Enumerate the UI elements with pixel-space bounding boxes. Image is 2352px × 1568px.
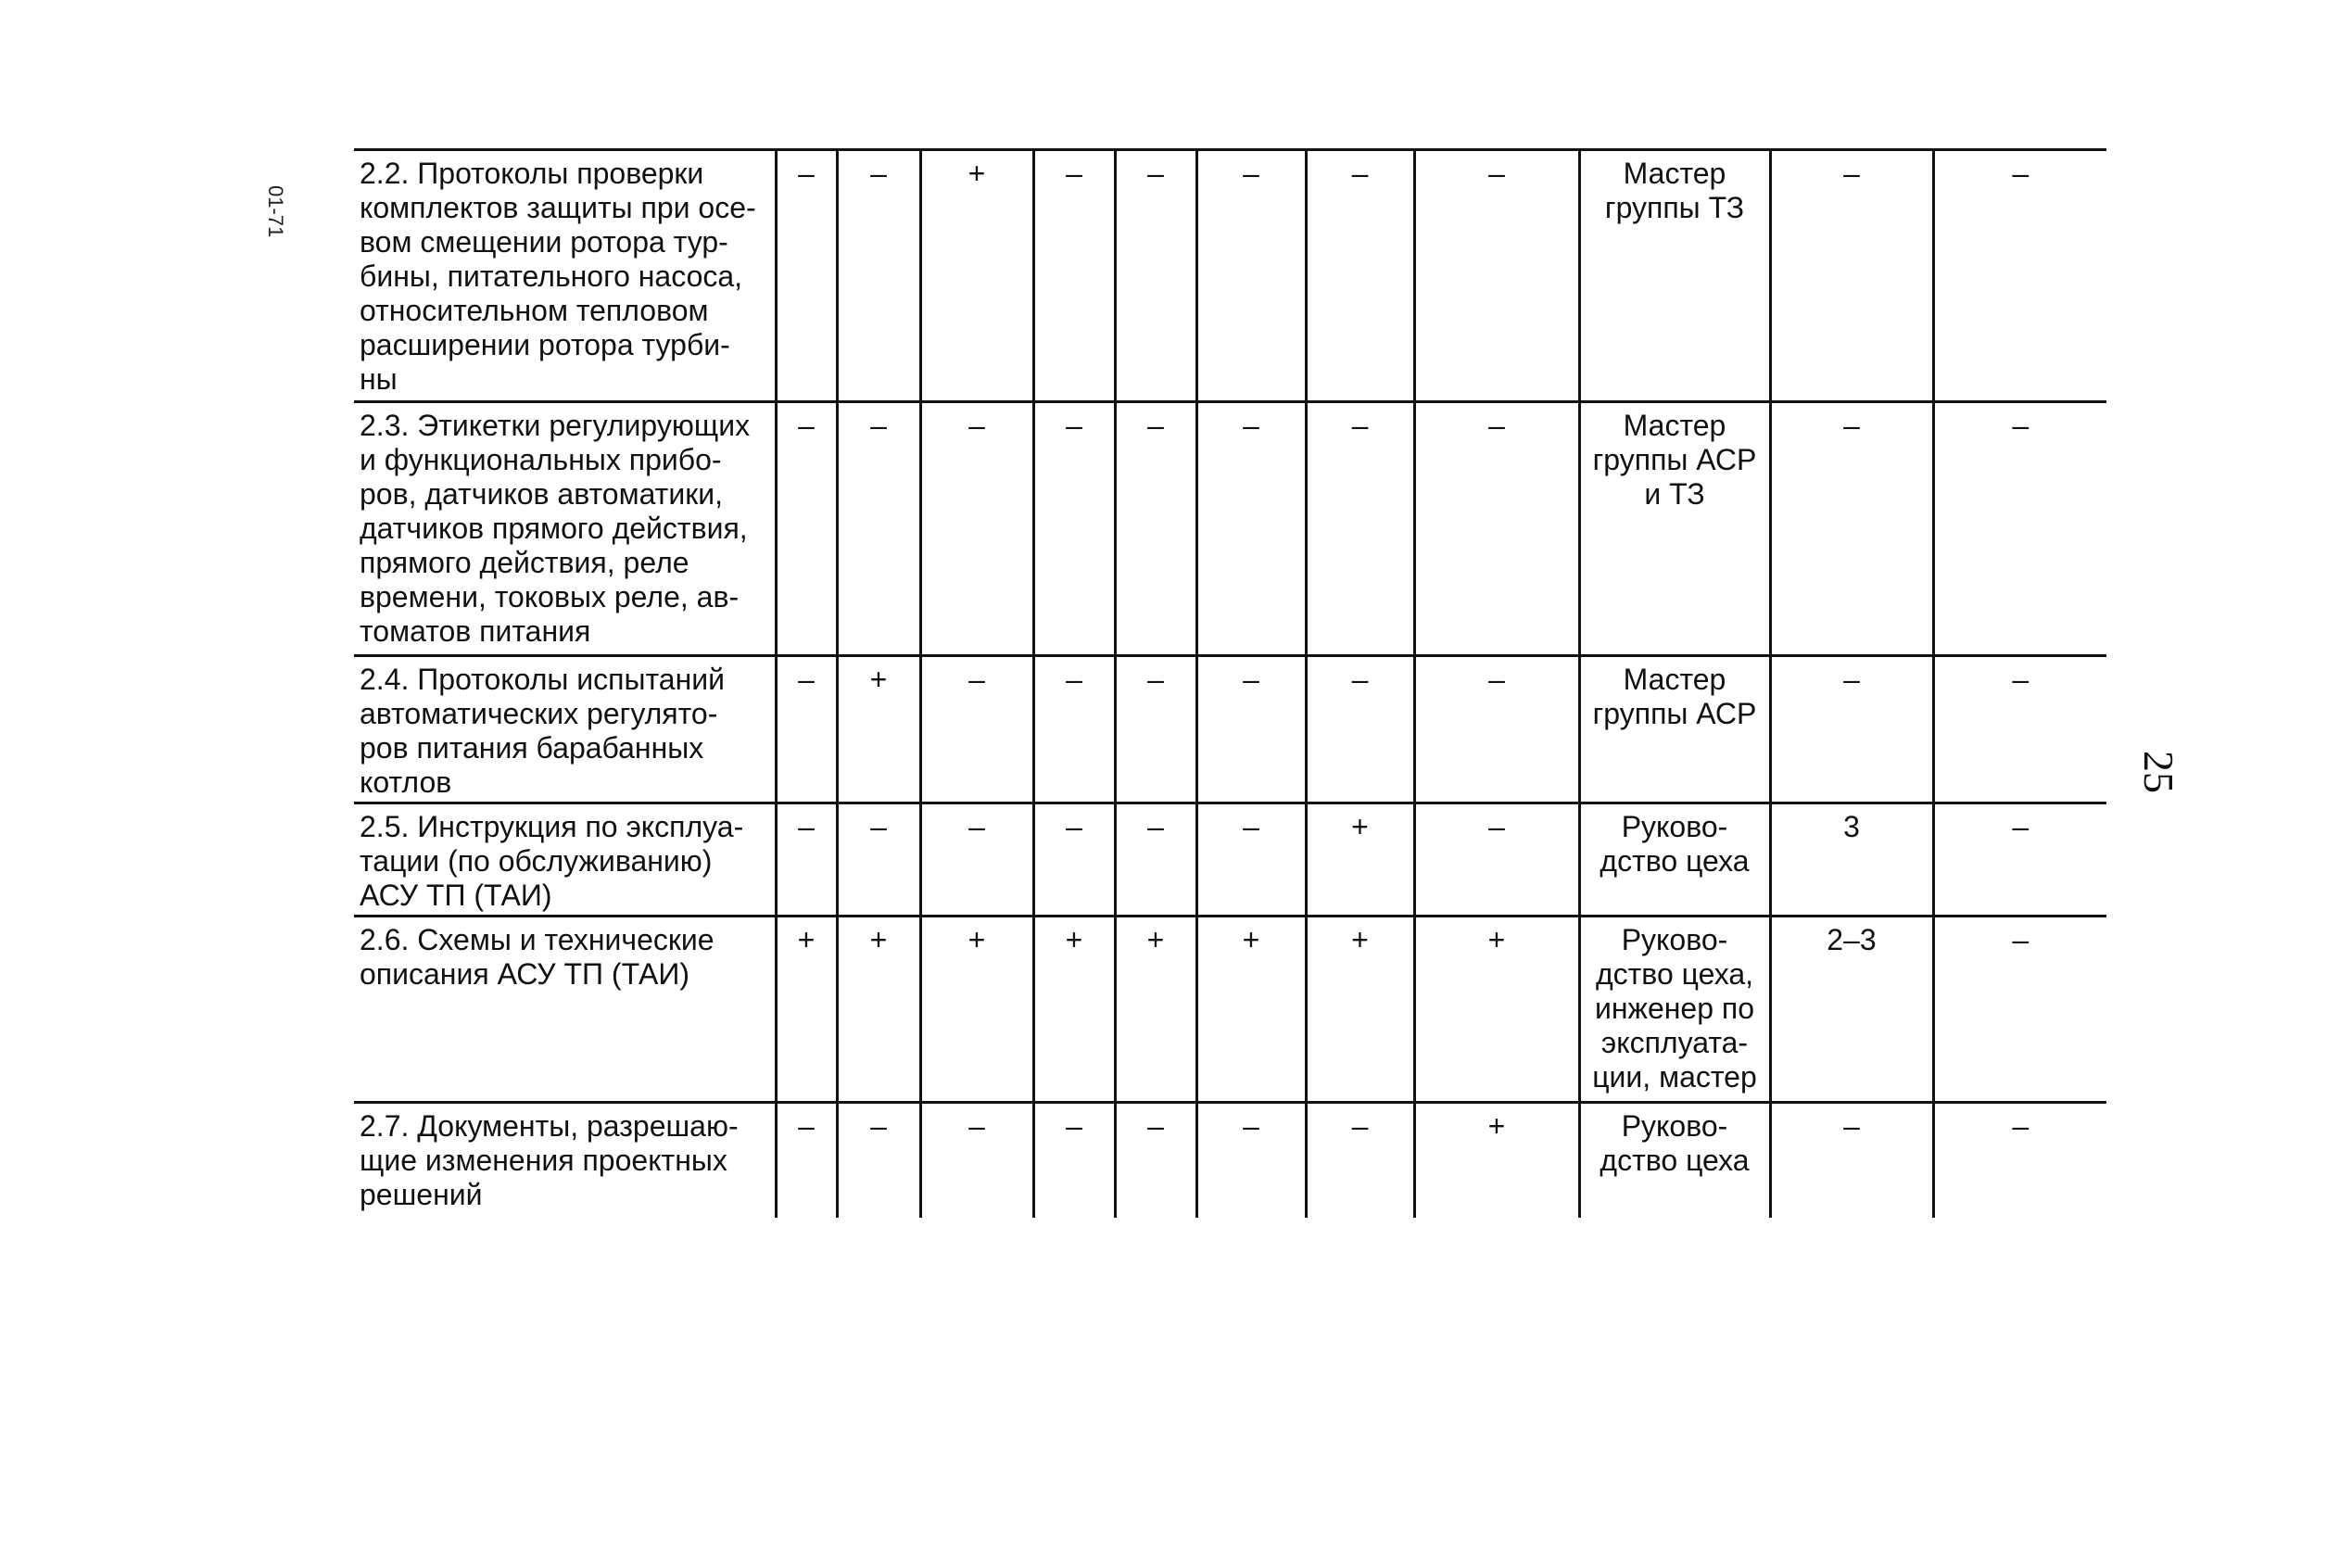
note-cell: –: [1933, 1103, 2106, 1218]
mark-cell: –: [776, 656, 837, 803]
mark-cell: –: [1196, 803, 1306, 917]
document-name-line: 2.4. Протоколы испытаний: [360, 663, 725, 696]
document-name-line: АСУ ТП (ТАИ): [360, 879, 552, 912]
document-name-line: комплектов защиты при осе-: [360, 191, 756, 224]
table-row: [354, 803, 2106, 917]
mark-cell: –: [1414, 402, 1579, 656]
responsible-line: Мастер: [1623, 663, 1726, 696]
responsible-line: ции, мастер: [1592, 1060, 1757, 1094]
mark-cell: –: [776, 402, 837, 656]
mark-cell: –: [1115, 150, 1196, 402]
document-name-line: 2.7. Документы, разрешаю-: [360, 1109, 739, 1143]
responsible-line: группы АСР: [1592, 443, 1757, 476]
term-cell: –: [1770, 150, 1933, 402]
term-cell: –: [1770, 656, 1933, 803]
responsible-line: и ТЗ: [1644, 477, 1705, 511]
term-cell: –: [1770, 402, 1933, 656]
table-row: [354, 1103, 2106, 1218]
responsible-line: дство цеха: [1600, 844, 1750, 878]
mark-cell: +: [1033, 917, 1115, 1103]
document-name-line: времени, токовых реле, ав-: [360, 580, 740, 613]
document-name-line: ров, датчиков автоматики,: [360, 477, 723, 511]
mark-cell: –: [920, 1103, 1033, 1218]
term-cell: –: [1770, 1103, 1933, 1218]
term-cell: 2–3: [1770, 917, 1933, 1103]
document-name-line: описания АСУ ТП (ТАИ): [360, 957, 690, 991]
mark-cell: –: [920, 803, 1033, 917]
responsible-cell: [1579, 1103, 1770, 1218]
responsible-cell: [1579, 803, 1770, 917]
document-name-line: 2.6. Схемы и технические: [360, 923, 714, 956]
mark-cell: +: [837, 917, 920, 1103]
responsible-line: Руково-: [1621, 810, 1728, 843]
mark-cell: –: [1033, 803, 1115, 917]
document-name-cell: [354, 803, 776, 917]
document-name-line: относительном тепловом: [360, 294, 709, 327]
mark-cell: +: [920, 150, 1033, 402]
responsible-cell: [1579, 150, 1770, 402]
responsible-line: Мастер: [1623, 157, 1726, 190]
document-name-line: прямого действия, реле: [360, 546, 689, 579]
document-name-line: 2.3. Этикетки регулирующих: [360, 409, 751, 442]
responsible-line: дство цеха: [1600, 1144, 1750, 1177]
mark-cell: –: [837, 402, 920, 656]
document-name-cell: [354, 656, 776, 803]
mark-cell: –: [1414, 656, 1579, 803]
note-cell: –: [1933, 402, 2106, 656]
document-name-line: 2.2. Протоколы проверки: [360, 157, 704, 190]
document-code: 01-71: [264, 185, 287, 238]
responsible-line: Руково-: [1621, 1109, 1728, 1143]
mark-cell: +: [1414, 1103, 1579, 1218]
mark-cell: –: [1196, 1103, 1306, 1218]
mark-cell: +: [1414, 917, 1579, 1103]
responsible-line: дство цеха,: [1595, 957, 1754, 991]
responsible-cell: [1579, 656, 1770, 803]
responsible-line: группы ТЗ: [1604, 191, 1745, 224]
table-row: [354, 402, 2106, 656]
mark-cell: –: [1306, 656, 1414, 803]
mark-cell: –: [1196, 402, 1306, 656]
mark-cell: –: [1306, 402, 1414, 656]
document-table: [354, 148, 2106, 1218]
document-name-line: томатов питания: [360, 614, 591, 648]
document-name-line: тации (по обслуживанию): [360, 844, 713, 878]
table-row: [354, 656, 2106, 803]
note-cell: –: [1933, 656, 2106, 803]
mark-cell: –: [1414, 150, 1579, 402]
term-cell: 3: [1770, 803, 1933, 917]
document-name-line: автоматических регулято-: [360, 697, 718, 730]
mark-cell: –: [1115, 1103, 1196, 1218]
mark-cell: +: [920, 917, 1033, 1103]
mark-cell: –: [776, 803, 837, 917]
mark-cell: –: [1196, 656, 1306, 803]
mark-cell: +: [837, 656, 920, 803]
mark-cell: –: [1306, 1103, 1414, 1218]
mark-cell: +: [1115, 917, 1196, 1103]
document-name-line: решений: [360, 1178, 483, 1211]
page-number: 25: [2135, 751, 2182, 793]
table-body: [354, 150, 2106, 1218]
document-name-cell: [354, 402, 776, 656]
mark-cell: –: [837, 1103, 920, 1218]
document-name-line: датчиков прямого действия,: [360, 512, 748, 545]
responsible-cell: [1579, 917, 1770, 1103]
document-name-line: щие изменения проектных: [360, 1144, 727, 1177]
mark-cell: –: [837, 150, 920, 402]
mark-cell: –: [1033, 402, 1115, 656]
mark-cell: –: [1033, 1103, 1115, 1218]
mark-cell: –: [1414, 803, 1579, 917]
mark-cell: –: [920, 402, 1033, 656]
responsible-line: эксплуата-: [1600, 1026, 1749, 1059]
table-row: [354, 150, 2106, 402]
document-name-line: бины, питательного насоса,: [360, 259, 743, 293]
mark-cell: –: [1196, 150, 1306, 402]
mark-cell: –: [1306, 150, 1414, 402]
responsible-line: Руково-: [1621, 923, 1728, 956]
document-name-cell: [354, 1103, 776, 1218]
document-name-cell: [354, 150, 776, 402]
mark-cell: –: [1115, 402, 1196, 656]
document-name-line: и функциональных прибо-: [360, 443, 722, 476]
note-cell: –: [1933, 803, 2106, 917]
mark-cell: –: [837, 803, 920, 917]
document-name-line: котлов: [360, 765, 452, 799]
document-name-line: расширении ротора турби-: [360, 328, 730, 361]
mark-cell: –: [1115, 656, 1196, 803]
mark-cell: –: [776, 150, 837, 402]
mark-cell: –: [776, 1103, 837, 1218]
mark-cell: +: [1196, 917, 1306, 1103]
mark-cell: –: [1033, 656, 1115, 803]
mark-cell: +: [1306, 803, 1414, 917]
document-name-line: вом смещении ротора тур-: [360, 225, 728, 259]
responsible-line: группы АСР: [1592, 697, 1757, 730]
table-row: [354, 917, 2106, 1103]
note-cell: –: [1933, 917, 2106, 1103]
responsible-line: Мастер: [1623, 409, 1726, 442]
note-cell: –: [1933, 150, 2106, 402]
mark-cell: +: [776, 917, 837, 1103]
document-name-line: ров питания барабанных: [360, 731, 704, 765]
mark-cell: –: [1033, 150, 1115, 402]
responsible-cell: [1579, 402, 1770, 656]
document-name-cell: [354, 917, 776, 1103]
mark-cell: –: [1115, 803, 1196, 917]
document-name-line: 2.5. Инструкция по эксплуа-: [360, 810, 744, 843]
responsible-line: инженер по: [1594, 992, 1755, 1025]
mark-cell: –: [920, 656, 1033, 803]
document-name-line: ны: [360, 362, 398, 396]
mark-cell: +: [1306, 917, 1414, 1103]
